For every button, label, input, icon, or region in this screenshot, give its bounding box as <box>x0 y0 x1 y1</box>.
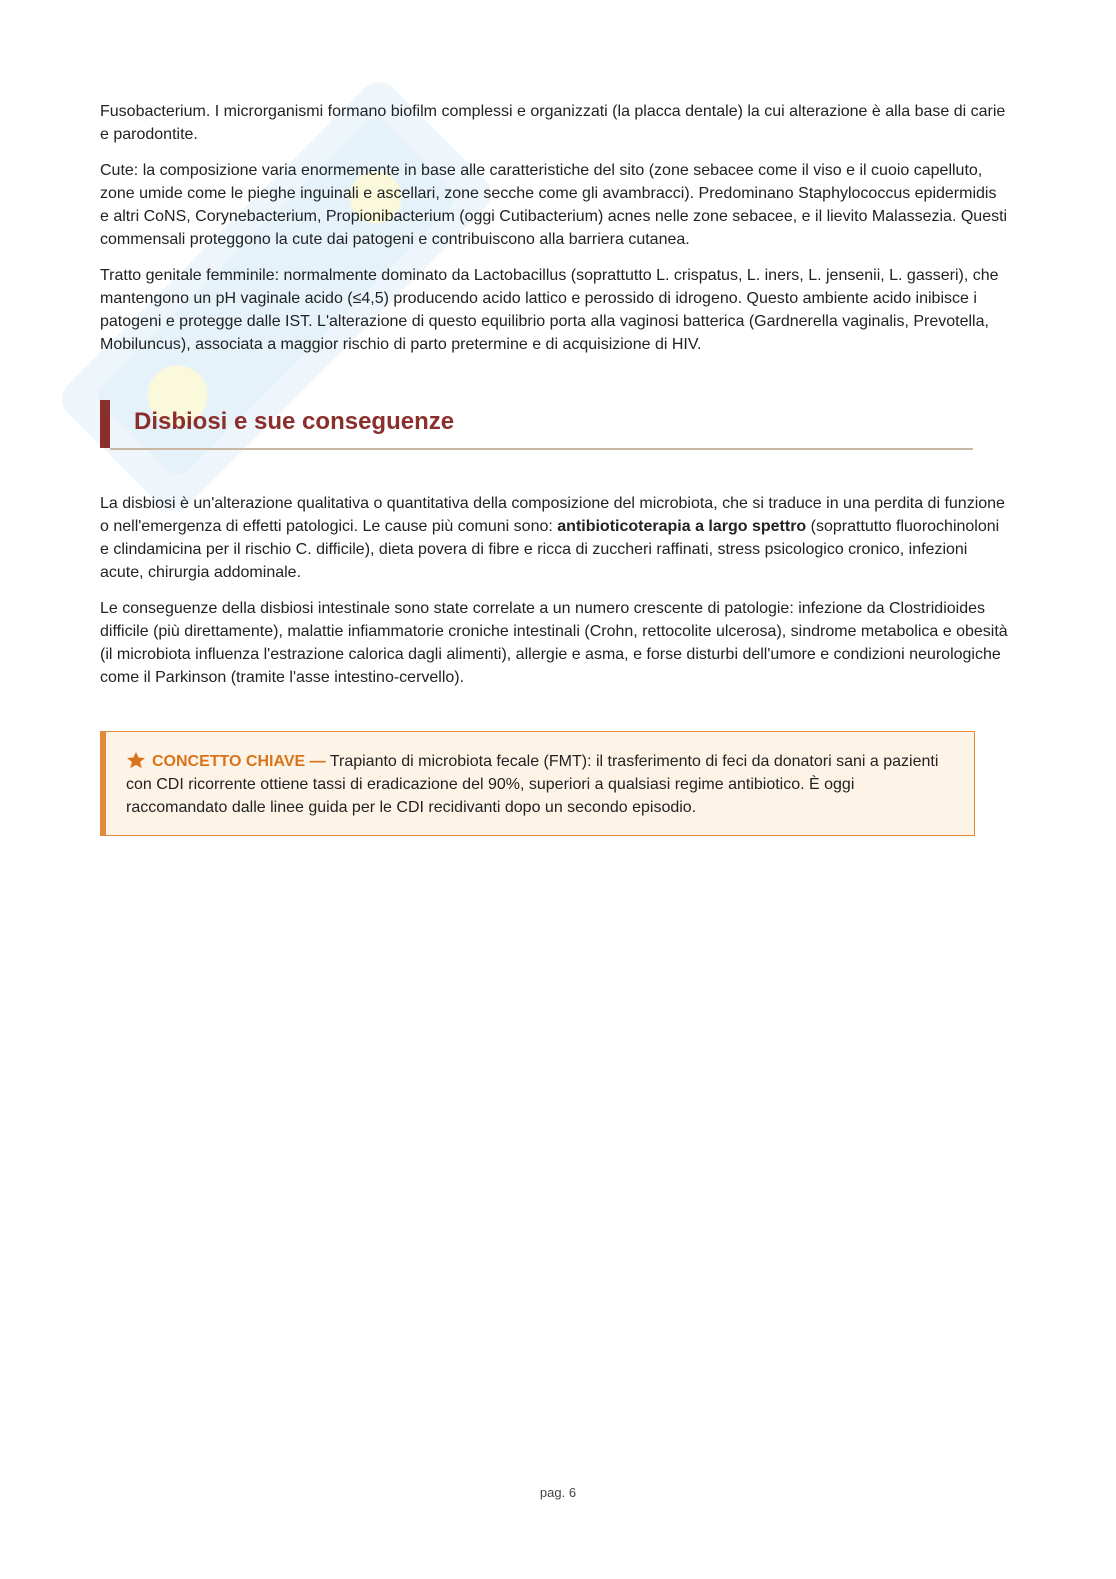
paragraph-dysbiosis <box>100 492 1008 584</box>
section-heading-block <box>100 400 973 450</box>
dysbiosis-bold-term: antibioticoterapia a largo spettro <box>557 518 807 535</box>
callout-separator: — <box>309 753 326 770</box>
paragraph-consequences: Le conseguenze della disbiosi intestinale sono state correlate a un numero crescente di patologie: infezione da Clostridioides difficile (più direttamente), malattie infiammatorie croniche intestinali (Crohn, rettocolite ulcerosa), sindrome metabolica e obesità (il microbiota influenza l'estrazione calorica dagli alimenti), allergie e asma, e forse disturbi dell'umore e condizioni neurologiche come il Parkinson (tramite l'asse intestino-cervello). <box>100 600 1008 686</box>
star-icon <box>126 751 146 769</box>
dysbiosis-text-after: (soprattutto fluorochinoloni e clindamicina per il rischio C. difficile), dieta povera di fibre e ricca di zuccheri raffinati, stress psicologico cronico, infezioni acute, chirurgia addominale. <box>100 518 1000 581</box>
key-concept-callout <box>100 731 975 836</box>
page-number: pag. 6 <box>539 1485 577 1500</box>
page-content <box>100 100 1008 836</box>
callout-label: CONCETTO CHIAVE <box>152 753 306 770</box>
callout-text: Trapianto di microbiota fecale (FMT): il trasferimento di feci da donatori sani a pazienti con CDI ricorrente ottiene tassi di eradicazione del 90%, superiori a qualsiasi regime antibiotico. È oggi raccomandato dalle linee guida per le CDI recidivanti dopo un secondo episodio. <box>126 753 939 816</box>
heading-accent-bar <box>100 400 110 448</box>
paragraph-oral-microbiota: Fusobacterium. I microrganismi formano biofilm complessi e organizzati (la placca dentale) la cui alterazione è alla base di carie e parodontite. <box>100 103 1006 143</box>
dysbiosis-text-before: La disbiosi è un'alterazione qualitativa o quantitativa della composizione del microbiota, che si traduce in una perdita di funzione o nell'emergenza di effetti patologici. Le cause più comuni sono: <box>100 495 1005 535</box>
paragraph-genital-microbiota: Tratto genitale femminile: normalmente dominato da Lactobacillus (soprattutto L. crispatus, L. iners, L. jensenii, L. gasseri), che mantengono un pH vaginale acido (≤4,5) producendo acido lattico e perossido di idrogeno. Questo ambiente acido inibisce i patogeni e protegge dalle IST. L'alterazione di questo equilibrio porta alla vaginosi batterica (Gardnerella vaginalis, Prevotella, Mobiluncus), associata a maggior rischio di parto pretermine e di acquisizione di HIV. <box>100 267 999 353</box>
heading-underline <box>110 448 973 450</box>
section-heading: Disbiosi e sue conseguenze <box>134 408 455 435</box>
paragraph-skin-microbiota: Cute: la composizione varia enormemente in base alle caratteristiche del sito (zone sebacee come il viso e il cuoio capelluto, zone umide come le pieghe inguinali e ascellari, zone secche come gli avambracci). Predominano Staphylococcus epidermidis e altri CoNS, Corynebacterium, Propionibacterium (oggi Cutibacterium) acnes nelle zone sebacee, e il lievito Malassezia. Questi commensali proteggono la cute dai patogeni e contribuiscono alla barriera cutanea. <box>100 162 1008 248</box>
